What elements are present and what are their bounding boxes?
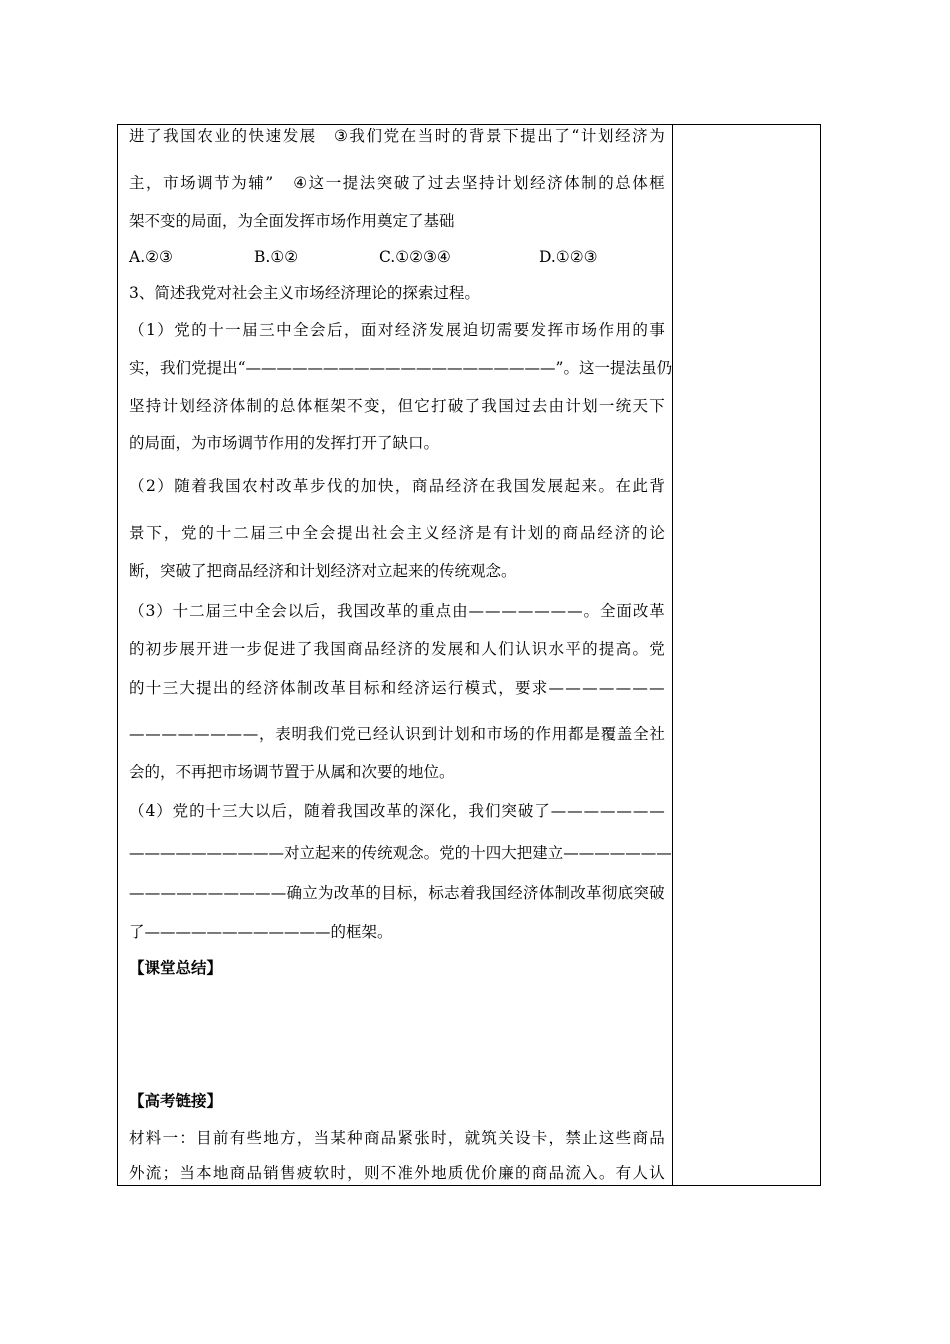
section-heading-summary: 【课堂总结】: [129, 959, 223, 977]
option-d: D.①②③: [539, 248, 598, 266]
table-column-divider: [672, 124, 673, 1186]
text-line: 断，突破了把商品经济和计划经济对立起来的传统观念。: [129, 562, 517, 580]
section-heading-exam-link: 【高考链接】: [129, 1092, 223, 1110]
text-line: 坚 持 计 划 经 济 体 制 的 总 体 框 架 不 变 ， 但 它 打 破 了 我 国 过 去 由 计 划 一 统 天 下: [129, 397, 665, 415]
option-c: C.①②③④: [379, 248, 451, 266]
text-line: 实 ， 我 们 党 提 出 “ — — — — — — — — — — — — — — — — — — — — ” 。 这 一 提 法 虽 仍: [129, 359, 673, 377]
option-a: A.②③: [129, 248, 173, 266]
text-line: — — — — — — — — ， 表 明 我 们 党 已 经 认 识 到 计 划 和 市 场 的 作 用 都 是 覆 盖 全 社: [129, 725, 665, 743]
text-line: 进 了 我 国 农 业 的 快 速 发 展 ③ 我 们 党 在 当 时 的 背 景 下 提 出 了 “ 计 划 经 济 为: [129, 127, 665, 145]
text-line: 外 流 ； 当 本 地 商 品 销 售 疲 软 时 ， 则 不 准 外 地 质 优 价 廉 的 商 品 流 入 。 有 人 认: [129, 1164, 665, 1182]
text-line: — — — — — — — — — — 确 立 为 改 革 的 目 标 ， 标 志 着 我 国 经 济 体 制 改 革 彻 底 突 破: [129, 884, 665, 902]
text-line: （ 1 ） 党 的 十 一 届 三 中 全 会 后 ， 面 对 经 济 发 展 迫 切 需 要 发 挥 市 场 作 用 的 事: [129, 321, 665, 339]
text-line: 了————————————的框架。: [129, 923, 393, 941]
text-line: （ 3 ） 十 二 届 三 中 全 会 以 后 ， 我 国 改 革 的 重 点 由 — — — — — — — 。 全 面 改 革: [129, 602, 665, 620]
answer-options: [129, 247, 598, 267]
text-line: （ 2 ） 随 着 我 国 农 村 改 革 步 伐 的 加 快 ， 商 品 经 济 在 我 国 发 展 起 来 。 在 此 背: [129, 477, 665, 495]
text-line: 架不变的局面，为全面发挥市场作用奠定了基础: [129, 212, 455, 230]
text-line: 主 ， 市 场 调 节 为 辅 ” ④ 这 一 提 法 突 破 了 过 去 坚 持 计 划 经 济 体 制 的 总 体 框: [129, 174, 665, 192]
question-3-title: 3、简述我党对社会主义市场经济理论的探索过程。: [129, 284, 480, 302]
text-line: 景 下 ， 党 的 十 二 届 三 中 全 会 提 出 社 会 主 义 经 济 是 有 计 划 的 商 品 经 济 的 论: [129, 524, 665, 542]
option-b: B.①②: [254, 248, 299, 266]
text-line: 的 初 步 展 开 进 一 步 促 进 了 我 国 商 品 经 济 的 发 展 和 人 们 认 识 水 平 的 提 高 。 党: [129, 640, 665, 658]
text-line: （ 4 ） 党 的 十 三 大 以 后 ， 随 着 我 国 改 革 的 深 化 ， 我 们 突 破 了 — — — — — — —: [129, 802, 665, 820]
text-line: 会的，不再把市场调节置于从属和次要的地位。: [129, 763, 455, 781]
text-line: 材 料 一 ： 目 前 有 些 地 方 ， 当 某 种 商 品 紧 张 时 ， 就 筑 关 设 卡 ， 禁 止 这 些 商 品: [129, 1129, 665, 1147]
text-line: 的局面，为市场调节作用的发挥打开了缺口。: [129, 434, 440, 452]
text-line: 的 十 三 大 提 出 的 经 济 体 制 改 革 目 标 和 经 济 运 行 模 式 ， 要 求 — — — — — — —: [129, 679, 665, 697]
text-line: — — — — — — — — — — 对 立 起 来 的 传 统 观 念 。 党 的 十 四 大 把 建 立 — — — — — — —: [129, 844, 672, 862]
